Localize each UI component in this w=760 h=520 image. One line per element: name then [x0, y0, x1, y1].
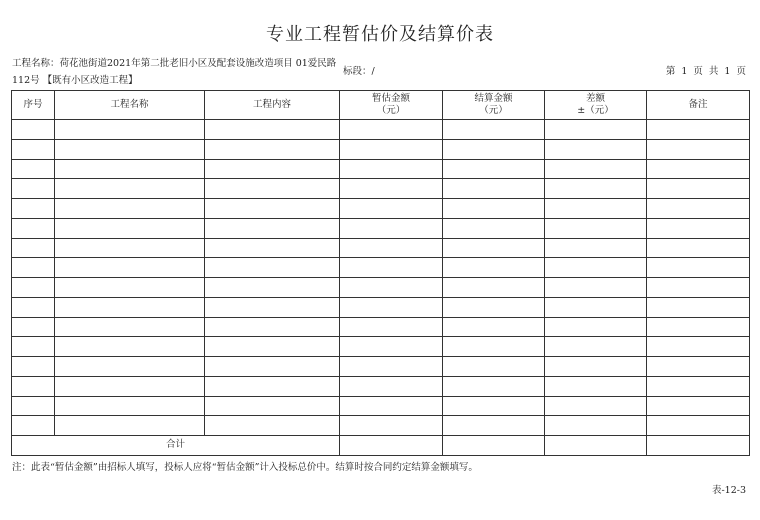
table-cell	[55, 337, 205, 357]
table-cell	[205, 258, 340, 278]
table-cell	[443, 317, 545, 337]
table-cell	[12, 357, 55, 377]
table-cell	[12, 278, 55, 298]
table-cell	[647, 357, 750, 377]
table-cell	[647, 396, 750, 416]
table-cell	[55, 199, 205, 219]
table-row	[12, 278, 750, 298]
table-cell	[205, 416, 340, 436]
table-cell	[55, 139, 205, 159]
column-header-remarks: 备注	[647, 91, 750, 120]
header-row	[12, 91, 750, 120]
table-cell	[545, 139, 647, 159]
table-cell	[12, 218, 55, 238]
total-estimated-cell	[340, 436, 443, 456]
table-cell	[55, 376, 205, 396]
table-cell	[12, 159, 55, 179]
table-cell	[12, 238, 55, 258]
table-cell	[12, 179, 55, 199]
table-cell	[12, 376, 55, 396]
table-cell	[12, 416, 55, 436]
table-cell	[340, 159, 443, 179]
table-cell	[55, 258, 205, 278]
table-cell	[340, 357, 443, 377]
table-cell	[545, 238, 647, 258]
column-header-project-name: 工程名称	[55, 91, 205, 120]
table-cell	[205, 159, 340, 179]
table-cell	[340, 297, 443, 317]
table-row	[12, 416, 750, 436]
table-cell	[55, 179, 205, 199]
table-cell	[647, 139, 750, 159]
table-cell	[647, 317, 750, 337]
table-cell	[443, 199, 545, 219]
table-cell	[55, 159, 205, 179]
table-cell	[55, 120, 205, 140]
table-cell	[205, 120, 340, 140]
table-cell	[545, 258, 647, 278]
table-cell	[545, 396, 647, 416]
table-cell	[647, 238, 750, 258]
table-row	[12, 317, 750, 337]
total-difference-cell	[545, 436, 647, 456]
table-cell	[340, 396, 443, 416]
table-cell	[12, 396, 55, 416]
section-info	[343, 63, 375, 77]
table-row	[12, 337, 750, 357]
table-cell	[340, 120, 443, 140]
table-cell	[443, 120, 545, 140]
table-cell	[340, 317, 443, 337]
table-cell	[443, 297, 545, 317]
table-cell	[647, 199, 750, 219]
table-row	[12, 120, 750, 140]
total-label: 合计	[12, 436, 340, 456]
table-row	[12, 179, 750, 199]
table-row	[12, 258, 750, 278]
table-cell	[443, 396, 545, 416]
project-name	[12, 55, 342, 89]
footnote: 注：此表“暂估金额”由招标人填写，投标人应将“暂估金额”计入投标总价中。结算时按合同约定结算金额填写。	[12, 462, 478, 473]
table-cell	[340, 218, 443, 238]
table-row	[12, 396, 750, 416]
table-cell	[545, 376, 647, 396]
table-body	[12, 120, 750, 456]
table-cell	[545, 179, 647, 199]
table-cell	[12, 199, 55, 219]
table-cell	[647, 337, 750, 357]
column-header-index: 序号	[12, 91, 55, 120]
table-cell	[55, 297, 205, 317]
table-cell	[12, 139, 55, 159]
table-cell	[545, 357, 647, 377]
table-row	[12, 218, 750, 238]
table-cell	[55, 218, 205, 238]
table-cell	[443, 376, 545, 396]
table-cell	[340, 238, 443, 258]
table-cell	[12, 297, 55, 317]
table-cell	[443, 416, 545, 436]
table-cell	[55, 238, 205, 258]
table-row	[12, 159, 750, 179]
total-settlement-cell	[443, 436, 545, 456]
page-number: 第 1 页 共 1 页	[665, 66, 746, 77]
table-cell	[647, 278, 750, 298]
table-cell	[205, 199, 340, 219]
table-cell	[340, 258, 443, 278]
project-name-label: 工程名称：	[12, 58, 60, 69]
table-cell	[545, 337, 647, 357]
table-cell	[55, 416, 205, 436]
total-remarks-cell	[647, 436, 750, 456]
section-label: 标段：	[343, 66, 372, 77]
table-cell	[205, 396, 340, 416]
table-cell	[545, 317, 647, 337]
table-cell	[443, 337, 545, 357]
table-cell	[205, 297, 340, 317]
table-cell	[545, 199, 647, 219]
section-value: /	[371, 66, 375, 77]
table-cell	[12, 337, 55, 357]
table-cell	[340, 199, 443, 219]
project-name-line2: 112号 【既有小区改造工程】	[12, 75, 138, 86]
table-number: 表-12-3	[711, 485, 746, 496]
table-cell	[205, 278, 340, 298]
table-cell	[545, 120, 647, 140]
table-cell	[205, 317, 340, 337]
table-cell	[443, 278, 545, 298]
table-row	[12, 238, 750, 258]
table-cell	[12, 258, 55, 278]
table-cell	[647, 416, 750, 436]
table-row	[12, 376, 750, 396]
table-cell	[545, 297, 647, 317]
table-cell	[205, 357, 340, 377]
table-cell	[340, 376, 443, 396]
table-cell	[545, 218, 647, 238]
table-cell	[647, 258, 750, 278]
table-cell	[443, 357, 545, 377]
table-cell	[443, 238, 545, 258]
table-cell	[205, 337, 340, 357]
table-cell	[443, 258, 545, 278]
column-header-settlement-amount: 结算金额 （元）	[443, 91, 545, 120]
column-header-difference: 差额 ±（元）	[545, 91, 647, 120]
total-row	[12, 436, 750, 456]
table-cell	[545, 278, 647, 298]
table-cell	[340, 179, 443, 199]
table-row	[12, 139, 750, 159]
table-cell	[340, 416, 443, 436]
table-cell	[340, 278, 443, 298]
table-cell	[205, 238, 340, 258]
table-cell	[647, 218, 750, 238]
table-cell	[647, 159, 750, 179]
table-cell	[647, 376, 750, 396]
estimate-settlement-table	[11, 90, 750, 456]
table-cell	[443, 179, 545, 199]
table-cell	[443, 218, 545, 238]
table-cell	[647, 120, 750, 140]
table-cell	[12, 120, 55, 140]
table-cell	[55, 357, 205, 377]
table-cell	[55, 317, 205, 337]
column-header-estimated-amount: 暂估金额 （元）	[340, 91, 443, 120]
table-cell	[12, 317, 55, 337]
table-cell	[55, 278, 205, 298]
table-row	[12, 297, 750, 317]
table-cell	[205, 376, 340, 396]
table-cell	[647, 179, 750, 199]
table-row	[12, 199, 750, 219]
project-name-line1: 荷花池街道2021年第二批老旧小区及配套设施改造项目 01爱民路	[59, 58, 337, 69]
table-row	[12, 357, 750, 377]
page-title: 专业工程暂估价及结算价表	[266, 24, 494, 45]
table-cell	[443, 159, 545, 179]
table-cell	[443, 139, 545, 159]
table-cell	[340, 139, 443, 159]
table-cell	[545, 416, 647, 436]
table-cell	[205, 218, 340, 238]
column-header-content: 工程内容	[205, 91, 340, 120]
table-cell	[55, 396, 205, 416]
table-cell	[545, 159, 647, 179]
table-cell	[205, 179, 340, 199]
table-cell	[205, 139, 340, 159]
table-cell	[647, 297, 750, 317]
table-cell	[340, 337, 443, 357]
